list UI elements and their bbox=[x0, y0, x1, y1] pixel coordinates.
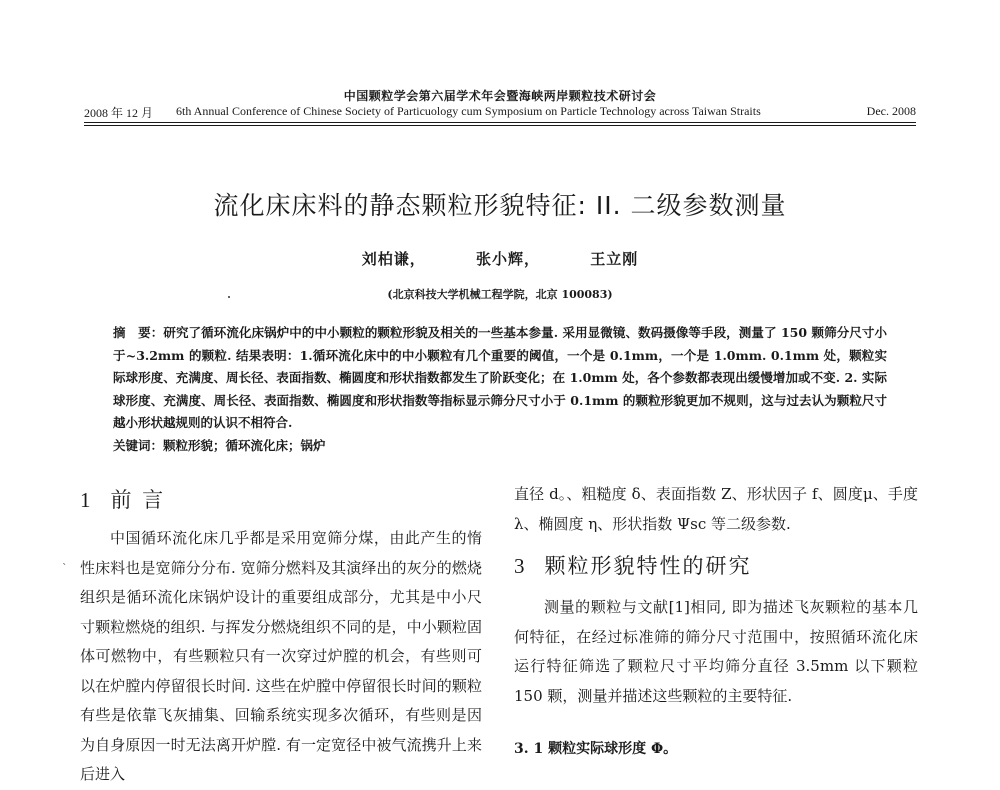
section-3-heading bbox=[514, 550, 752, 580]
keywords-label: 关键词： bbox=[113, 438, 164, 453]
header-date-en: Dec. 2008 bbox=[866, 104, 916, 118]
section-1-heading bbox=[80, 484, 165, 514]
author-list bbox=[0, 248, 1000, 269]
page-title: 流化床床料的静态颗粒形貌特征: II. 二级参数测量 bbox=[213, 191, 787, 220]
section-3-paragraph: 测量的颗粒与文献[1]相同, 即为描述飞灰颗粒的基本几何特征，在经过标准筛的筛分尺寸范围中，按照循环流化床运行特征筛选了颗粒尺寸平均筛分直径 3.5mm 以下颗粒 150 颗，测量并描述这些颗粒的主要特征. bbox=[514, 598, 918, 705]
header-date-cn: 2008 年 12 月 bbox=[84, 106, 154, 120]
section-1-title: 前 言 bbox=[110, 488, 166, 512]
affiliation: (北京科技大学机械工程学院，北京 100083) bbox=[387, 288, 613, 301]
author-3: 王立刚 bbox=[590, 250, 639, 268]
conference-header-cn: 中国颗粒学会第六届学术年会暨海峡两岸颗粒技术研讨会 bbox=[343, 89, 657, 103]
subsection-3-1-heading: 3. 1 颗粒实际球形度 Φ。 bbox=[514, 741, 678, 757]
section-1-paragraph: 中国循环流化床几乎都是采用宽筛分煤，由此产生的惰性床料也是宽筛分分布. 宽筛分燃料及其演绎出的灰分的燃烧组织是循环流化床锅炉设计的重要组成部分，尤其是中小尺寸颗粒燃烧的组织. 与挥发分燃烧组织不同的是，中小颗粒固体可燃物中，有些颗粒只有一次穿过炉膛的机会，有些则可以在炉膛内停留很长时间. 这些在炉膛中停留很长时间的颗粒有些是依靠飞灰捕集、回输系统实现多次循环，有些则是因为自身原因一时无法离开炉膛. 有一定宽径中被气流携升上来后进入 bbox=[80, 529, 482, 783]
right-column-continuation bbox=[514, 480, 918, 539]
header-rule-thin bbox=[84, 125, 916, 126]
author-1: 刘柏谦， bbox=[361, 250, 426, 268]
abstract bbox=[113, 322, 887, 435]
continuation-paragraph: 直径 d。、粗糙度 δ、表面指数 Z、形状因子 f、圆度μ、手度 λ、椭圆度 η、形状指数 Ψsc 等二级参数. bbox=[514, 485, 918, 533]
section-3-number: 3 bbox=[514, 554, 527, 578]
abstract-label: 摘 要： bbox=[113, 325, 164, 340]
header-conference-en: 6th Annual Conference of Chinese Society of Particuology cum Symposium on Particle Technology across Taiwan Straits bbox=[176, 104, 761, 118]
stray-dot bbox=[228, 296, 230, 298]
abstract-text: 研究了循环流化床锅炉中的中小颗粒的颗粒形貌及相关的一些基本参量. 采用显微镜、数码摄像等手段，测量了 150 颗筛分尺寸小于~3.2mm 的颗粒. 结果表明：1.循环流化床中的中小颗粒有几个重要的阈值，一个是 0.1mm，一个是 1.0mm. 0.1mm 处，颗粒实际球形度、充满度、周长径、表面指数、椭圆度和形状指数都发生了阶跃变化；在 1.0mm 处，各个参数都表现出缓慢增加或不变. 2. 实际球形度、充满度、周长径、表面指数、椭圆度和形状指数等指标显示筛分尺寸小于 0.1mm 的颗粒形貌更加不规则，这与过去认为颗粒尺寸越小形状越规则的认识不相符合. bbox=[113, 325, 887, 430]
conference-header-line bbox=[84, 104, 916, 124]
section-1-body bbox=[80, 524, 482, 783]
section-3-body bbox=[514, 593, 918, 711]
section-3-title: 颗粒形貌特性的研究 bbox=[544, 554, 752, 578]
keywords-text: 颗粒形貌；循环流化床；锅炉 bbox=[163, 438, 326, 453]
margin-mark: ` bbox=[62, 562, 68, 575]
keywords bbox=[113, 436, 887, 454]
section-1-number: 1 bbox=[80, 488, 93, 512]
author-2: 张小辉， bbox=[475, 250, 540, 268]
header-rule-thick bbox=[84, 122, 916, 123]
